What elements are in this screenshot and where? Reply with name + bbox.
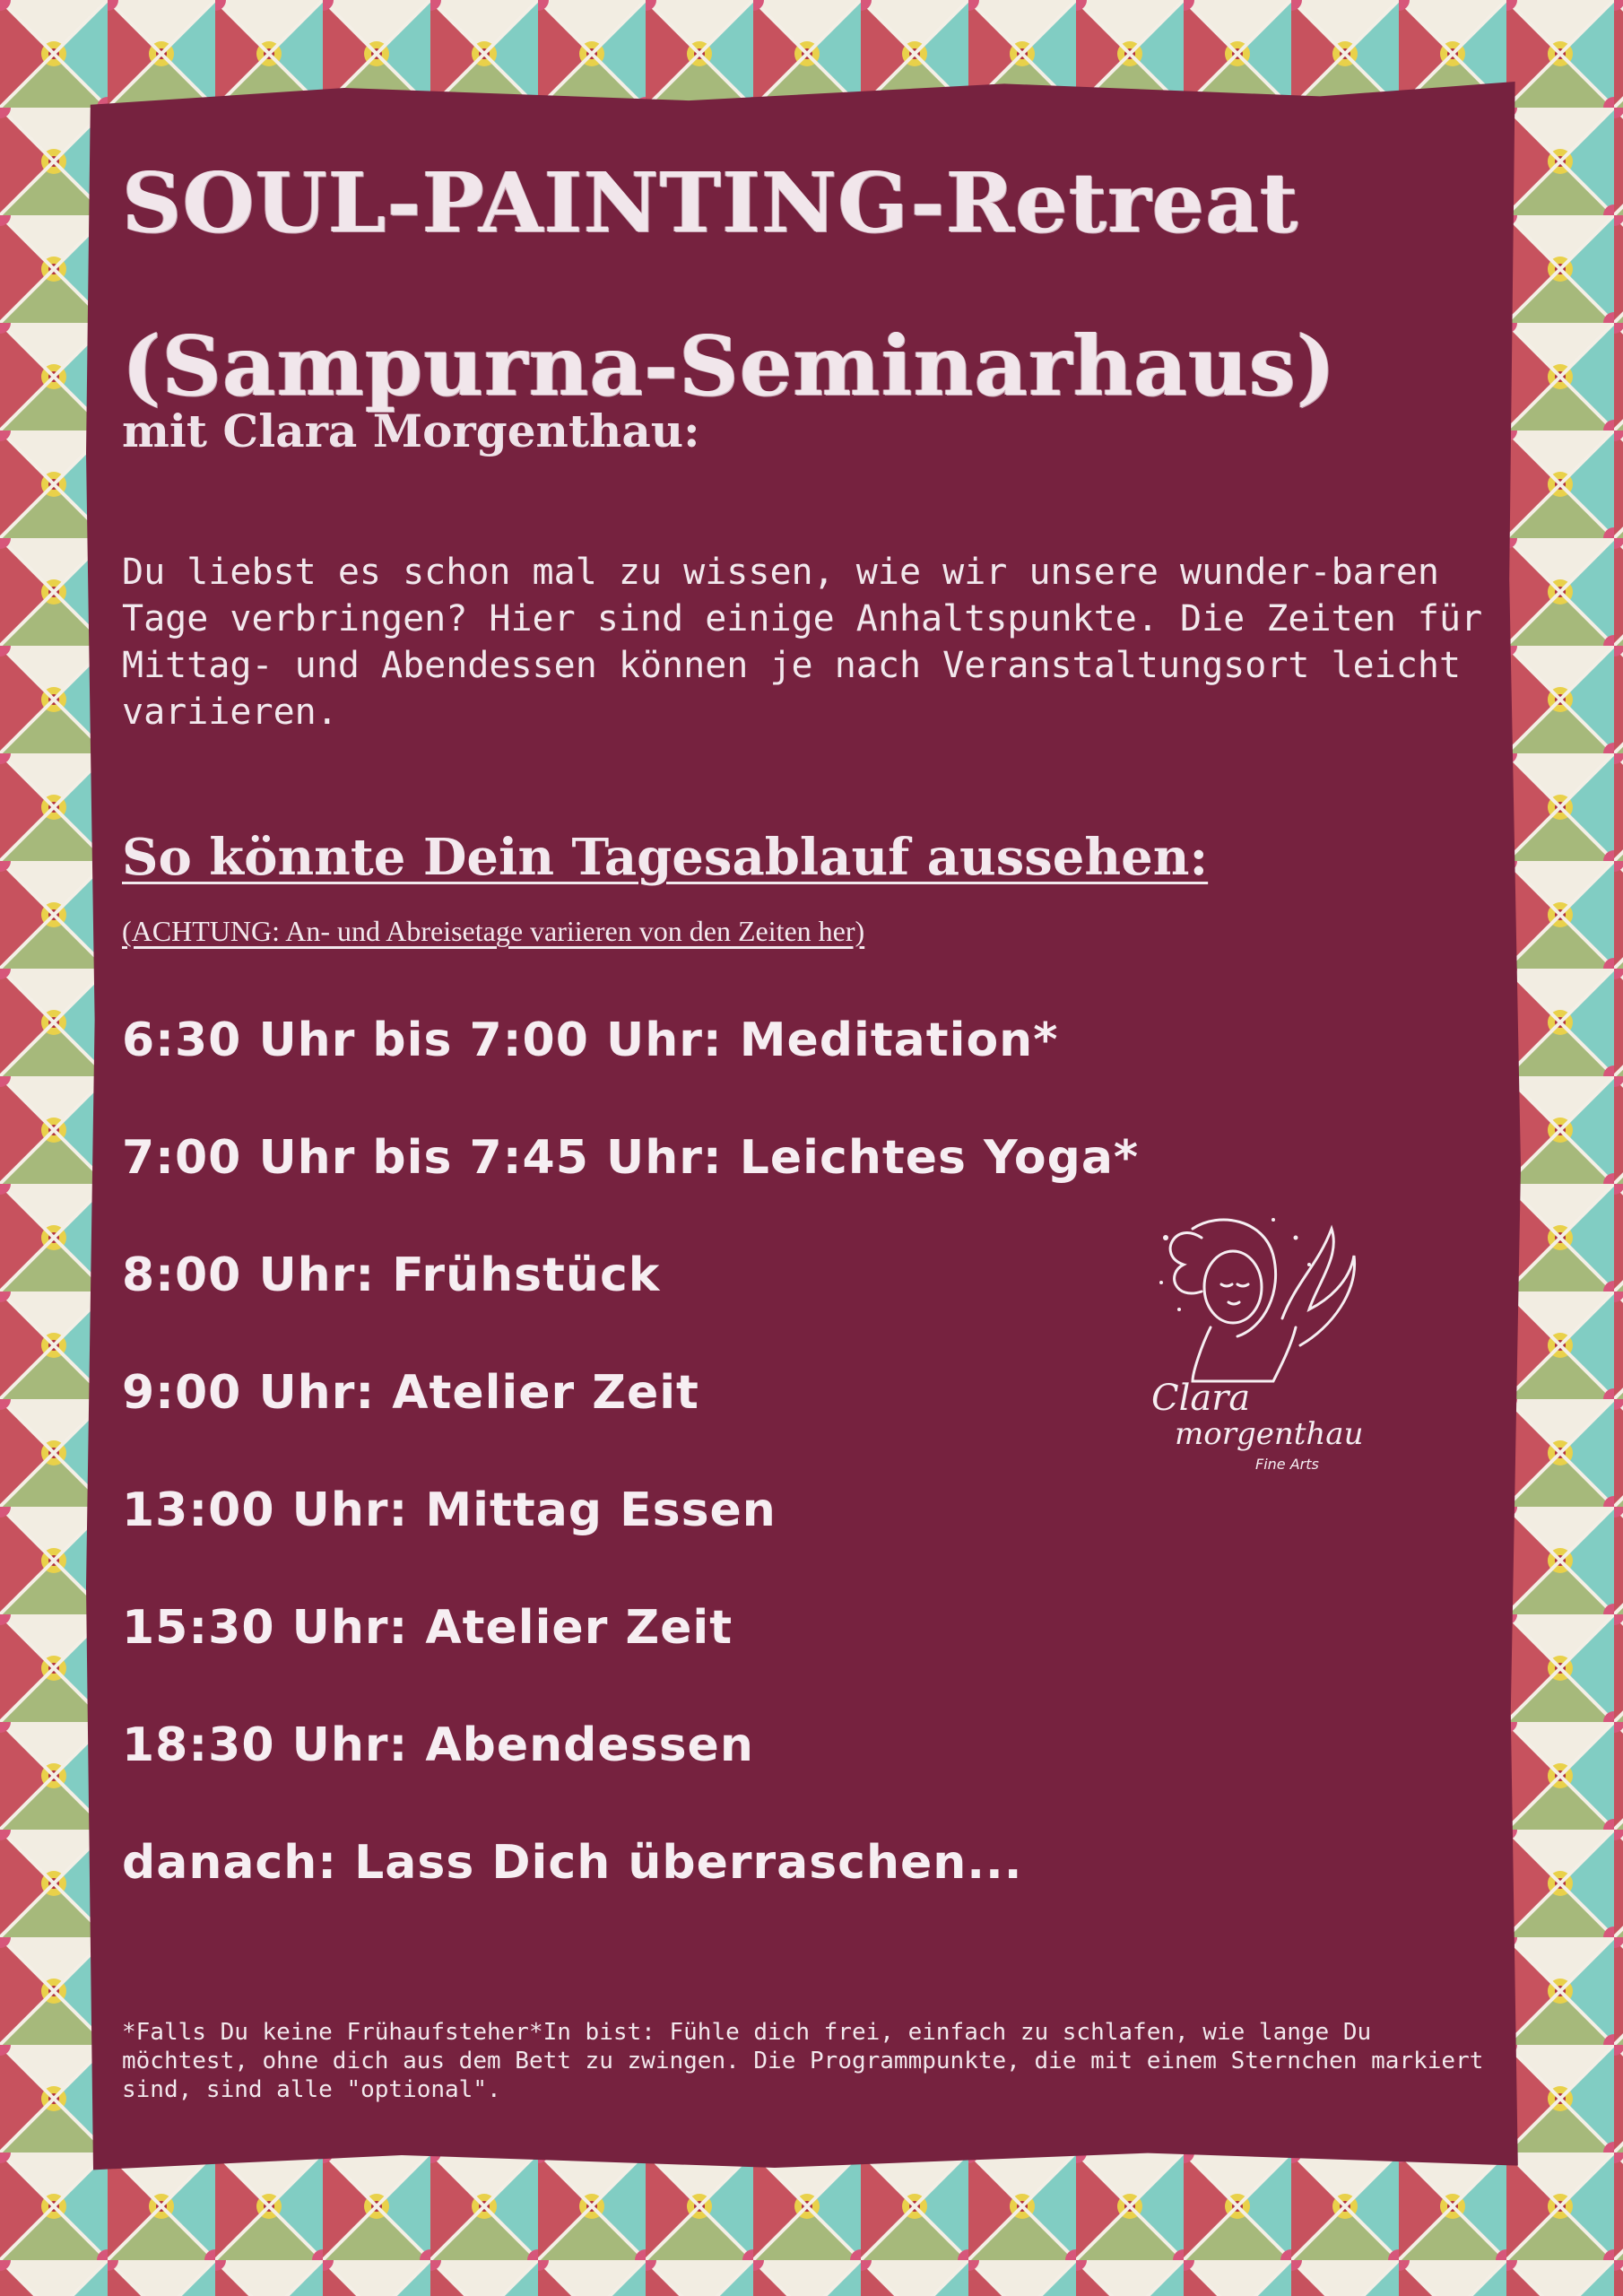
schedule-note: (ACHTUNG: An- und Abreisetage variieren von den Zeiten her): [122, 915, 865, 947]
intro-paragraph: Du liebst es schon mal zu wissen, wie wir unsere wunder-baren Tage verbringen? Hier sind einige Anhaltspunkte. Die Zeiten für Mittag- und Abendessen können je nach Veranstaltungsort leicht variieren.: [122, 552, 1483, 733]
page-title: SOUL-PAINTING-Retreat: [122, 154, 1299, 251]
footnote: *Falls Du keine Frühaufsteher*In bist: Fühle dich frei, einfach zu schlafen, wie lange Du möchtest, ohne dich aus dem Bett zu zwingen. Die Programmpunkte, die mit einem Sternchen markiert sind, sind alle "optional".: [122, 2019, 1484, 2103]
schedule-item: 8:00 Uhr: Frühstück: [122, 1248, 661, 1302]
schedule-item: 6:30 Uhr bis 7:00 Uhr: Meditation*: [122, 1013, 1059, 1067]
schedule-item: danach: Lass Dich überraschen...: [122, 1836, 1023, 1890]
logo-line1: Clara: [1151, 1378, 1251, 1419]
logo-line2: morgenthau: [1175, 1416, 1364, 1452]
schedule-item: 15:30 Uhr: Atelier Zeit: [122, 1601, 733, 1655]
schedule-item: 9:00 Uhr: Atelier Zeit: [122, 1366, 699, 1420]
schedule-item: 13:00 Uhr: Mittag Essen: [122, 1483, 777, 1537]
page-subtitle-venue: (Sampurna-Seminarhaus): [122, 317, 1337, 414]
logo-line3: Fine Arts: [1255, 1456, 1319, 1473]
schedule-item: 18:30 Uhr: Abendessen: [122, 1718, 754, 1772]
schedule-item: 7:00 Uhr bis 7:45 Uhr: Leichtes Yoga*: [122, 1131, 1140, 1185]
woman-portrait-logo-icon: [1139, 1202, 1381, 1489]
schedule-heading: So könnte Dein Tagesablauf aussehen:: [122, 828, 1209, 887]
page-subtitle-host: mit Clara Morgenthau:: [122, 404, 700, 457]
